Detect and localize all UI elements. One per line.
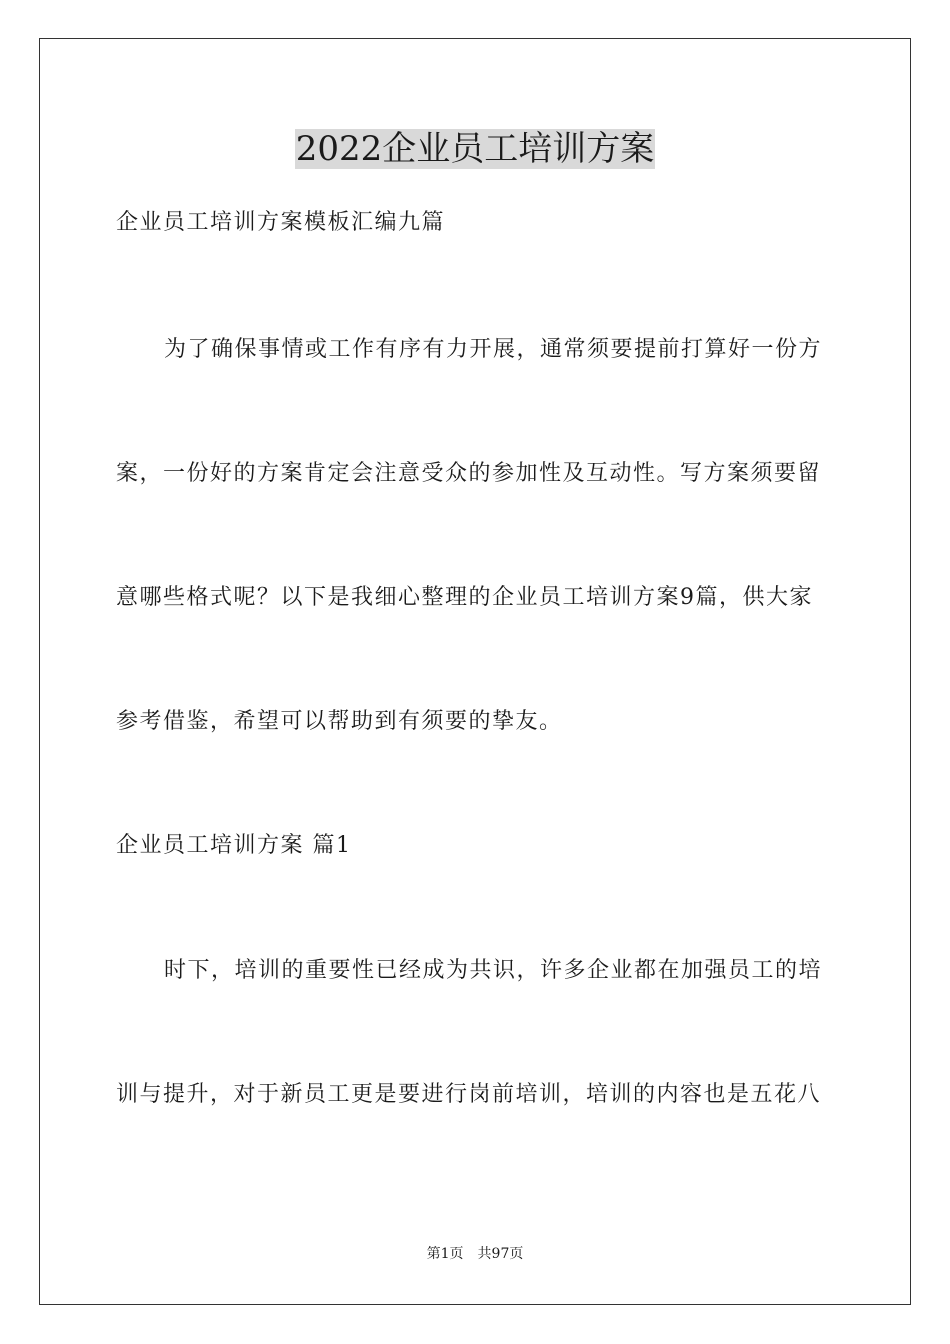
document-subtitle: 企业员工培训方案模板汇编九篇 xyxy=(116,210,446,235)
document-title-text: 2022企业员工培训方案 xyxy=(295,129,655,169)
document-title xyxy=(0,127,950,171)
intro-line-3: 意哪些格式呢？以下是我细心整理的企业员工培训方案9篇，供大家 xyxy=(116,585,813,610)
section-line-2: 训与提升，对于新员工更是要进行岗前培训，培训的内容也是五花八 xyxy=(116,1082,822,1107)
intro-line-4: 参考借鉴，希望可以帮助到有须要的挚友。 xyxy=(116,709,563,734)
page-footer: 第1页 共97页 xyxy=(426,1246,524,1262)
section-line-1: 时下，培训的重要性已经成为共识，许多企业都在加强员工的培 xyxy=(164,958,823,983)
intro-line-2: 案，一份好的方案肯定会注意受众的参加性及互动性。写方案须要留 xyxy=(116,461,822,486)
intro-line-1: 为了确保事情或工作有序有力开展，通常须要提前打算好一份方 xyxy=(164,337,823,362)
section-heading: 企业员工培训方案 篇1 xyxy=(116,833,352,858)
